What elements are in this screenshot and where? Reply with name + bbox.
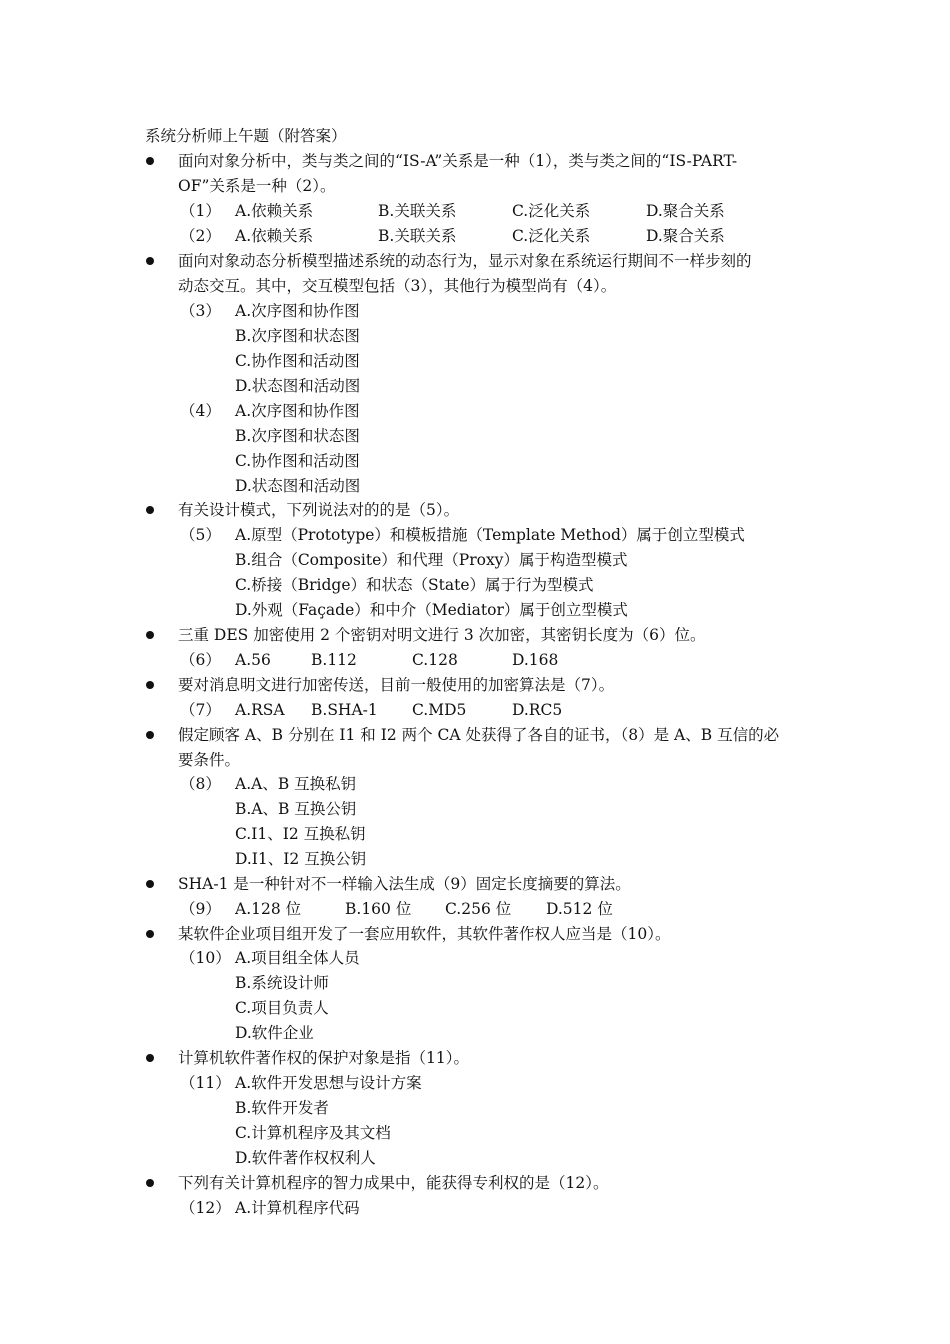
question-stem-line: 要对消息明文进行加密传送，目前一般使用的加密算法是（7）。: [178, 676, 615, 694]
option-b: B.160 位: [345, 900, 412, 918]
option-c: C.MD5: [412, 701, 467, 719]
option-number: （3）: [180, 302, 221, 320]
question-stem-line: SHA-1 是一种针对不一样输入法生成（9）固定长度摘要的算法。: [178, 875, 631, 893]
question-stem-line: 面向对象分析中，类与类之间的“IS-A”关系是一种（1），类与类之间的“IS-PART-: [178, 152, 738, 170]
option-d: D.外观（Façade）和中介（Mediator）属于创立型模式: [235, 601, 628, 619]
option-number: （12）: [180, 1199, 231, 1217]
option-number: （1）: [180, 202, 221, 220]
question-stem-line: 有关设计模式，下列说法对的的是（5）。: [178, 501, 460, 519]
option-d: D.聚合关系: [646, 227, 725, 245]
option-d: D.I1、I2 互换公钥: [235, 850, 367, 868]
option-number: （2）: [180, 227, 221, 245]
option-a: A.计算机程序代码: [235, 1199, 360, 1217]
option-d: D.168: [512, 651, 559, 669]
bullet-icon: [146, 1054, 154, 1062]
option-c: C.计算机程序及其文档: [235, 1124, 391, 1142]
bullet-icon: [146, 880, 154, 888]
option-a: A.RSA: [235, 701, 285, 719]
bullet-icon: [146, 257, 154, 265]
option-a: A.128 位: [235, 900, 302, 918]
bullet-icon: [146, 731, 154, 739]
option-b: B.次序图和状态图: [235, 327, 360, 345]
option-c: C.项目负责人: [235, 999, 329, 1017]
option-a: A.原型（Prototype）和模板措施（Template Method）属于创立型模式: [235, 526, 745, 544]
option-number: （5）: [180, 526, 221, 544]
document-title: 系统分析师上午题（附答案）: [145, 127, 347, 145]
question-stem-line: 面向对象动态分析模型描述系统的动态行为，显示对象在系统运行期间不一样步刻的: [178, 252, 752, 270]
option-b: B.关联关系: [378, 202, 457, 220]
option-a: A.软件开发思想与设计方案: [235, 1074, 422, 1092]
option-b: B.关联关系: [378, 227, 457, 245]
bullet-icon: [146, 1179, 154, 1187]
option-number: （4）: [180, 402, 221, 420]
option-b: B.次序图和状态图: [235, 427, 360, 445]
bullet-icon: [146, 631, 154, 639]
option-c: C.泛化关系: [512, 202, 591, 220]
question-stem-line: 某软件企业项目组开发了一套应用软件，其软件著作权人应当是（10）。: [178, 925, 671, 943]
option-d: D.RC5: [512, 701, 563, 719]
option-number: （9）: [180, 900, 221, 918]
question-stem-line: 假定顾客 A、B 分别在 I1 和 I2 两个 CA 处获得了各自的证书，（8）是 A、B 互信的必: [178, 726, 780, 744]
option-a: A.次序图和协作图: [235, 302, 360, 320]
option-d: D.512 位: [546, 900, 613, 918]
option-d: D.软件企业: [235, 1024, 314, 1042]
option-c: C.桥接（Bridge）和状态（State）属于行为型模式: [235, 576, 594, 594]
option-a: A.项目组全体人员: [235, 949, 360, 967]
option-number: （11）: [180, 1074, 231, 1092]
option-c: C.协作图和活动图: [235, 352, 360, 370]
option-d: D.聚合关系: [646, 202, 725, 220]
option-number: （8）: [180, 775, 221, 793]
option-d: D.状态图和活动图: [235, 477, 361, 495]
option-c: C.128: [412, 651, 458, 669]
question-stem-line: 下列有关计算机程序的智力成果中，能获得专利权的是（12）。: [178, 1174, 609, 1192]
question-stem-line: 动态交互。其中，交互模型包括（3），其他行为模型尚有（4）。: [178, 277, 617, 295]
option-number: （6）: [180, 651, 221, 669]
option-b: B.A、B 互换公钥: [235, 800, 357, 818]
option-a: A.次序图和协作图: [235, 402, 360, 420]
option-a: A.A、B 互换私钥: [235, 775, 357, 793]
question-stem-line: 计算机软件著作权的保护对象是指（11）。: [178, 1049, 469, 1067]
option-b: B.112: [311, 651, 357, 669]
option-number: （7）: [180, 701, 221, 719]
question-stem-line: OF”关系是一种（2）。: [178, 177, 336, 195]
option-c: C.协作图和活动图: [235, 452, 360, 470]
bullet-icon: [146, 681, 154, 689]
option-b: B.组合（Composite）和代理（Proxy）属于构造型模式: [235, 551, 628, 569]
option-a: A.依赖关系: [235, 202, 314, 220]
option-number: （10）: [180, 949, 231, 967]
option-b: B.软件开发者: [235, 1099, 329, 1117]
bullet-icon: [146, 930, 154, 938]
option-d: D.状态图和活动图: [235, 377, 361, 395]
option-c: C.I1、I2 互换私钥: [235, 825, 366, 843]
option-b: B.系统设计师: [235, 974, 329, 992]
option-c: C.泛化关系: [512, 227, 591, 245]
option-d: D.软件著作权权利人: [235, 1149, 376, 1167]
question-stem-line: 要条件。: [178, 751, 241, 769]
option-a: A.依赖关系: [235, 227, 314, 245]
question-stem-line: 三重 DES 加密使用 2 个密钥对明文进行 3 次加密，其密钥长度为（6）位。: [178, 626, 706, 644]
option-b: B.SHA-1: [311, 701, 378, 719]
bullet-icon: [146, 506, 154, 514]
option-a: A.56: [235, 651, 271, 669]
bullet-icon: [146, 157, 154, 165]
option-c: C.256 位: [445, 900, 512, 918]
